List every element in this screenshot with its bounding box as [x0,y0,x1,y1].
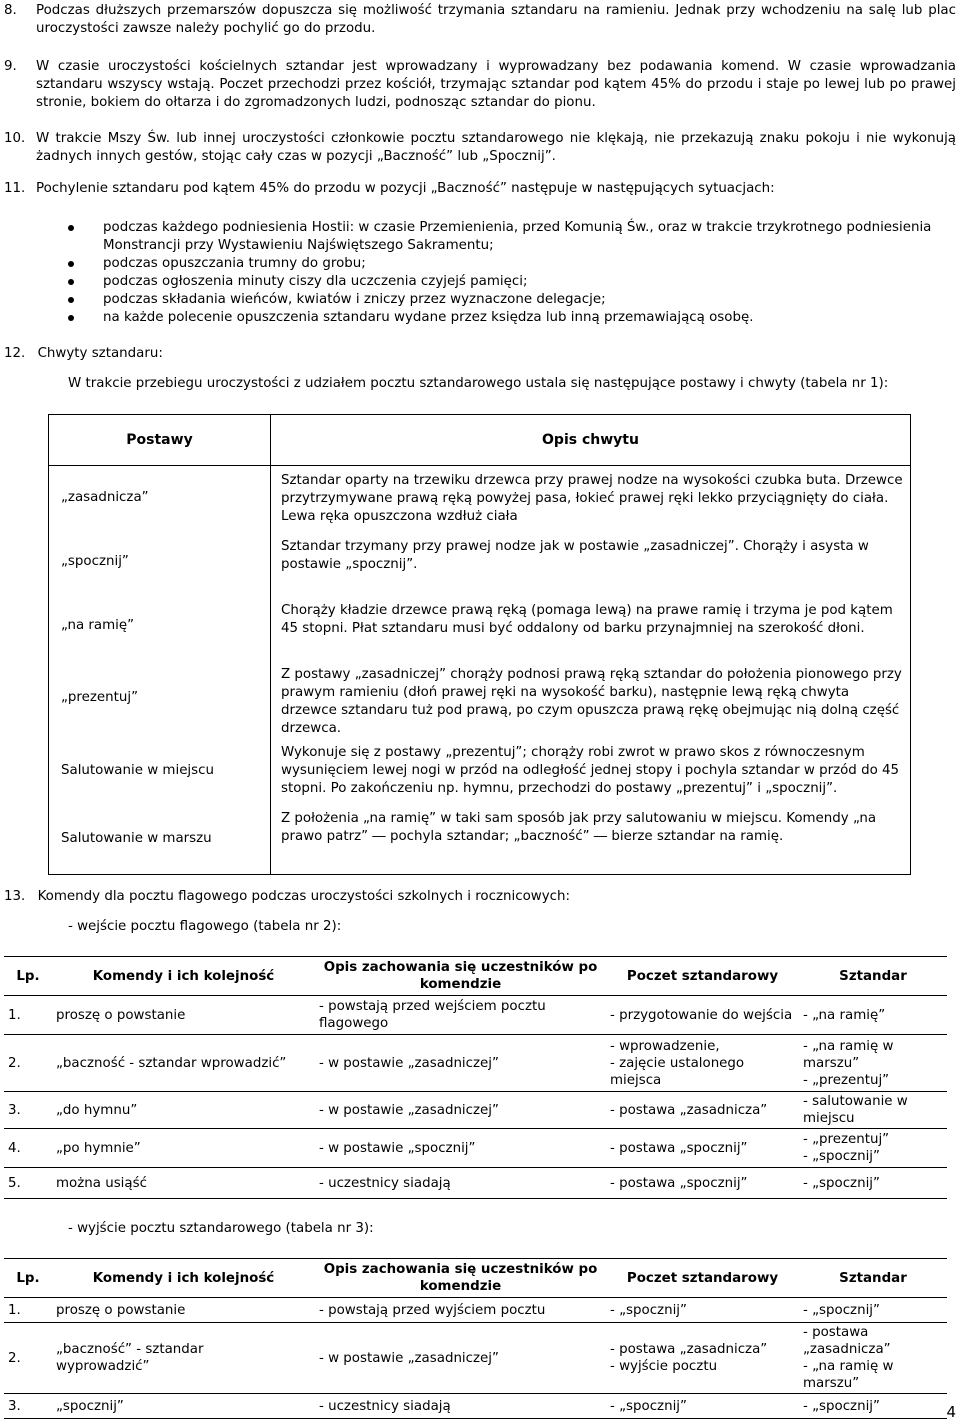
table1-intro: W trakcie przebiegu uroczystości z udziałem pocztu sztandarowego ustala się następujące postawy i chwyty (tabela nr 1): [68,376,889,391]
bullet-icon [68,297,74,303]
item-9 [4,58,956,112]
table-cell: - wprowadzenie, - zajęcie ustalonego miejsca [606,1035,799,1092]
table-cell: - postawa „spocznij” [606,1129,799,1168]
table-header-row [4,1259,947,1298]
column-header: Lp. [4,957,52,996]
table-cell: - postawa „zasadnicza” - wyjście pocztu [606,1323,799,1394]
table-cell: proszę o powstanie [52,1298,315,1323]
column-header: Poczet sztandarowy [606,1259,799,1298]
table-cell: - powstają przed wyjściem pocztu [315,1298,606,1323]
table-row [49,804,911,875]
table-cell: - postawa „spocznij” [606,1168,799,1199]
table-row [4,1092,947,1129]
item-number: 12. [4,346,26,361]
posture-name: Salutowanie w marszu [49,804,271,875]
table-cell: - salutowanie w miejscu [799,1092,947,1129]
list-item: na każde polecenie opuszczenia sztandaru wydane przez księdza lub inną przemawiającą osobę. [68,309,958,327]
table-cell: „spocznij” [52,1394,315,1419]
item-text: Komendy dla pocztu flagowego podczas uroczystości szkolnych i rocznicowych: [37,889,570,904]
table-row [4,996,947,1035]
column-header: Poczet sztandarowy [606,957,799,996]
posture-name: „prezentuj” [49,658,271,738]
table-row [49,530,911,594]
item-13 [4,888,570,906]
item-text: W czasie uroczystości kościelnych sztandar jest wprowadzany i wyprowadzany bez podawania komend. W czasie wprowadzania sztandaru wszyscy wstają. Poczet przechodzi przez kościół, trzymając sztandar pod kątem 45% do przodu i staje po lewej lub po prawej stronie, bokiem do ołtarza i do zgromadzonych ludzi, podnosząc sztandar do pionu. [36,59,956,110]
table-cell: „po hymnie” [52,1129,315,1168]
table-cell: 2. [4,1035,52,1092]
table-cell: - „prezentuj” - „spocznij” [799,1129,947,1168]
list-item: podczas opuszczania trumny do grobu; [68,255,958,273]
table-cell: można usiąść [52,1168,315,1199]
column-header: Sztandar [799,957,947,996]
table-row [4,1035,947,1092]
posture-name: „na ramię” [49,594,271,658]
table-row [49,466,911,531]
table-cell: - „spocznij” [799,1168,947,1199]
posture-name: „zasadnicza” [49,466,271,531]
table-cell: - w postawie „zasadniczej” [315,1323,606,1394]
column-header: Lp. [4,1259,52,1298]
item-number: 10. [4,131,26,146]
table-cell: - uczestnicy siadają [315,1394,606,1419]
table-cell: - powstają przed wejściem pocztu flagowego [315,996,606,1035]
table-row [4,1323,947,1394]
table-postures [48,414,911,875]
table-row [49,738,911,804]
bullet-list [68,219,958,327]
column-header: Opis zachowania się uczestników po komendzie [315,1259,606,1298]
table-cell: - przygotowanie do wejścia [606,996,799,1035]
table-cell: - w postawie „zasadniczej” [315,1035,606,1092]
item-text: Chwyty sztandaru: [37,346,163,361]
table-cell: 1. [4,1298,52,1323]
list-item: podczas ogłoszenia minuty ciszy dla uczczenia czyjejś pamięci; [68,273,958,291]
table-row [49,594,911,658]
table-header: Postawy [49,415,271,466]
posture-desc: Z postawy „zasadniczej” chorąży podnosi prawą ręką sztandar do położenia pionowego przy prawym ramieniu (dłoń prawej ręki na wysokość barku), następnie lewą ręką chwyta drzewce sztandaru tuż pod prawą, po czym opuszcza prawą rękę obejmując nią dolną część drzewca. [271,658,911,738]
list-item: podczas składania wieńców, kwiatów i zniczy przez wyznaczone delegacje; [68,291,958,309]
posture-desc: Wykonuje się z postawy „prezentuj”; chorąży robi zwrot w prawo skos z równoczesnym wysunięciem lewej nogi w przód na odległość jednej stopy i pochyla sztandar w przód do 45 stopni. Po zakończeniu np. hymnu, przechodzi do postawy „prezentuj” i „spocznij”. [271,738,911,804]
item-11 [4,180,956,198]
table-cell: - w postawie „spocznij” [315,1129,606,1168]
table-cell: 3. [4,1394,52,1419]
bullet-icon [68,279,74,285]
item-12 [4,345,163,363]
posture-desc: Z położenia „na ramię” w taki sam sposób jak przy salutowaniu w miejscu. Komendy „na prawo patrz” ― pochyla sztandar; „baczność” ― bierze sztandar na ramię. [271,804,911,875]
posture-desc: Sztandar oparty na trzewiku drzewca przy prawej nodze na wysokości czubka buta. Drzewce przytrzymywane prawą ręką powyżej pasa, łokieć prawej ręki lekko przyciągnięty do ciała. Lewa ręka opuszczona wzdłuż ciała [271,466,911,531]
table-cell: 1. [4,996,52,1035]
table-row [4,1394,947,1419]
table-cell: - postawa „zasadnicza” - „na ramię w marszu” [799,1323,947,1394]
table-cell: - postawa „zasadnicza” [606,1092,799,1129]
table-flag-entry [4,956,947,1199]
item-text: Podczas dłuższych przemarszów dopuszcza się możliwość trzymania sztandaru na ramieniu. Jednak przy wchodzeniu na salę lub plac uroczystości zawsze należy pochylić go do przodu. [36,3,956,36]
item-8 [4,2,956,38]
table-cell: - „spocznij” [799,1394,947,1419]
table-cell: 3. [4,1092,52,1129]
table-header: Opis chwytu [271,415,911,466]
table-cell: 5. [4,1168,52,1199]
table-cell: - „na ramię w marszu” - „prezentuj” [799,1035,947,1092]
column-header: Sztandar [799,1259,947,1298]
table-cell: „baczność - sztandar wprowadzić” [52,1035,315,1092]
list-item: podczas każdego podniesienia Hostii: w czasie Przemienienia, przed Komunią Św., oraz w trakcie trzykrotnego podniesienia Monstrancji przy Wystawieniu Najświętszego Sakramentu; [68,219,958,255]
table-row [4,1129,947,1168]
column-header: Komendy i ich kolejność [52,1259,315,1298]
item-text: Pochylenie sztandaru pod kątem 45% do przodu w pozycji „Baczność” następuje w następujących sytuacjach: [36,181,775,196]
item-number: 8. [4,3,17,18]
table-cell: 2. [4,1323,52,1394]
table-row [4,1298,947,1323]
page-number: 4 [946,1403,956,1421]
table3-caption: - wyjście pocztu sztandarowego (tabela nr 3): [68,1221,374,1236]
table-cell: - „na ramię” [799,996,947,1035]
item-text: W trakcie Mszy Św. lub innej uroczystości członkowie pocztu sztandarowego nie klękają, nie przekazują znaku pokoju i nie wykonują żadnych innych gestów, stojąc cały czas w pozycji „Baczność” lub „Spocznij”. [36,131,956,164]
posture-desc: Chorąży kładzie drzewce prawą ręką (pomaga lewą) na prawe ramię i trzyma je pod kątem 45 stopni. Płat sztandaru musi być oddalony od barku przynajmniej na szerokość dłoni. [271,594,911,658]
table-header-row [4,957,947,996]
table-row [4,1168,947,1199]
table-cell: 4. [4,1129,52,1168]
bullet-icon [68,225,74,231]
table-cell: „do hymnu” [52,1092,315,1129]
table-cell: - „spocznij” [606,1394,799,1419]
posture-desc: Sztandar trzymany przy prawej nodze jak w postawie „zasadniczej”. Chorąży i asysta w postawie „spocznij”. [271,530,911,594]
item-number: 13. [4,889,26,904]
table-cell: - uczestnicy siadają [315,1168,606,1199]
table-row [49,658,911,738]
column-header: Komendy i ich kolejność [52,957,315,996]
posture-name: Salutowanie w miejscu [49,738,271,804]
posture-name: „spocznij” [49,530,271,594]
table-cell: „baczność” - sztandar wyprowadzić” [52,1323,315,1394]
item-number: 9. [4,59,17,74]
table-cell: - „spocznij” [606,1298,799,1323]
table-cell: - w postawie „zasadniczej” [315,1092,606,1129]
table2-caption: - wejście pocztu flagowego (tabela nr 2): [68,919,342,934]
bullet-icon [68,315,74,321]
table-cell: - „spocznij” [799,1298,947,1323]
bullet-icon [68,261,74,267]
table-cell: proszę o powstanie [52,996,315,1035]
item-10 [4,130,956,166]
table-banner-exit [4,1258,947,1419]
item-number: 11. [4,181,26,196]
column-header: Opis zachowania się uczestników po komendzie [315,957,606,996]
